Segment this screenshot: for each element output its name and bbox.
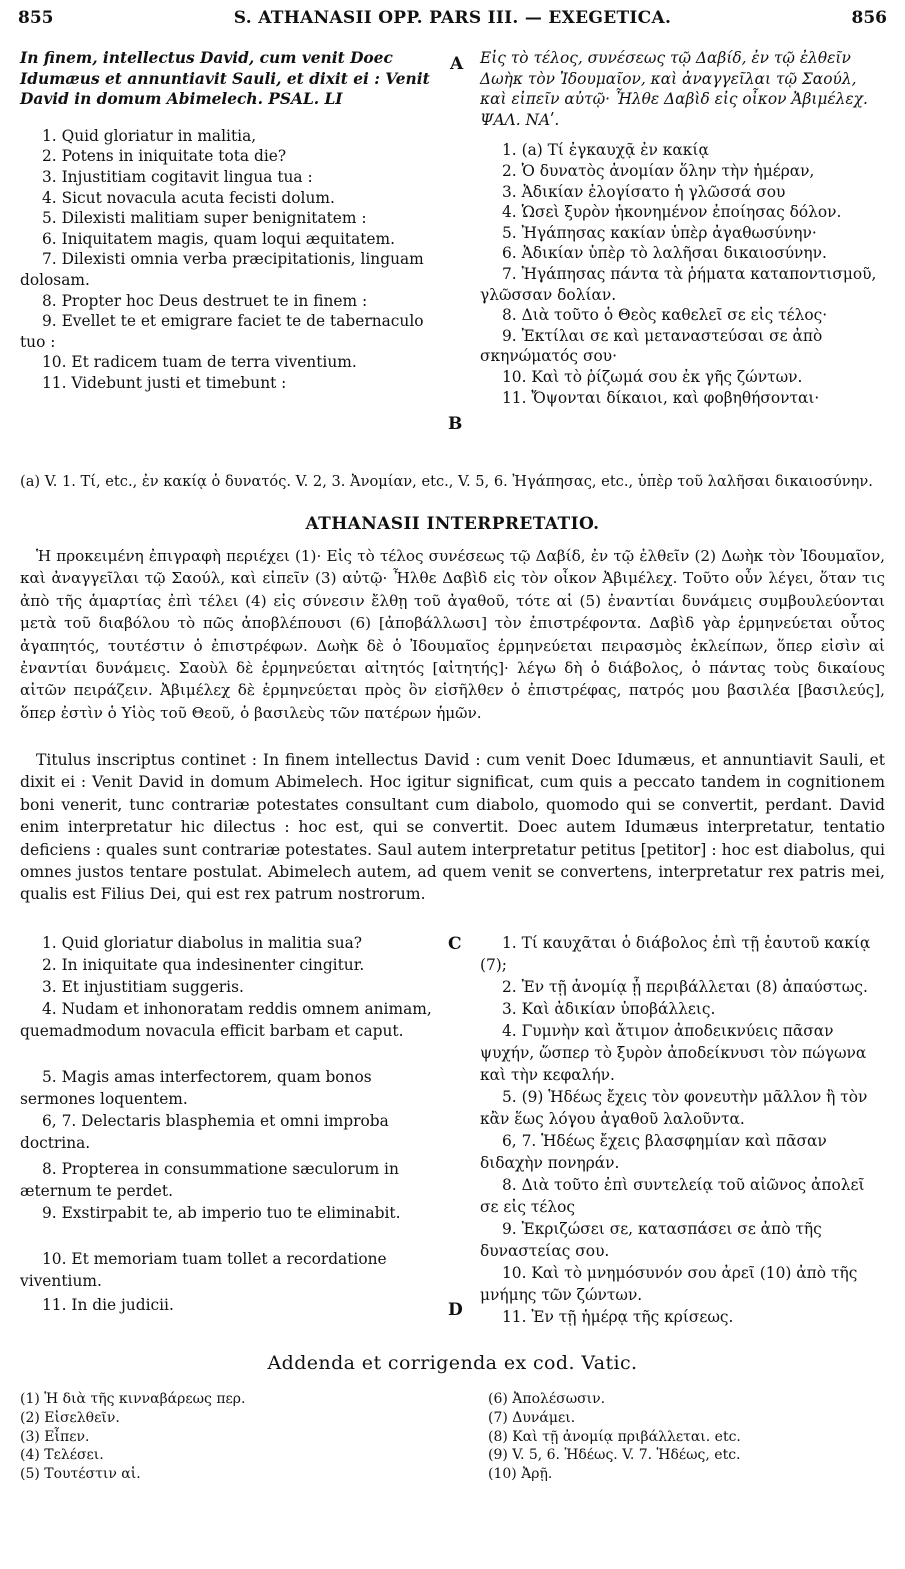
psalm-greek-verse: 6. Ἀδικίαν ὑπὲρ τὸ λαλῆσαι δικαιοσύνην. <box>502 244 827 263</box>
psalm-greek-verse: 1. (a) Τί ἐγκαυχᾷ ἐν κακίᾳ <box>502 141 709 160</box>
addenda-entry: (6) Ἀπολέσωσιν. <box>488 1391 606 1407</box>
commentary-greek-line: 6, 7. Ἡδέως ἔχεις βλασφημίαν καὶ πᾶσαν διδαχὴν πονηράν. <box>480 1132 827 1172</box>
commentary-latin-column <box>20 932 444 1316</box>
margin-letter-a: A <box>450 54 464 74</box>
margin-letter-b: B <box>448 414 463 434</box>
commentary-latin-line: 9. Exstirpabit te, ab imperio tuo te eliminabit. <box>42 1204 401 1222</box>
psalm-latin-verse: 4. Sicut novacula acuta fecisti dolum. <box>42 188 335 207</box>
psalm-greek-verse: 9. Ἐκτίλαι σε καὶ μεταναστεύσαι σε ἀπὸ σκηνώματός σου· <box>480 326 823 366</box>
commentary-greek-line: 3. Καὶ ἀδικίαν ὑποβάλλεις. <box>502 1000 716 1018</box>
psalm-greek-column <box>480 48 885 408</box>
commentary-greek-line: 9. Ἐκριζώσει σε, κατασπάσει σε ἀπὸ τῆς δυναστείας σου. <box>480 1220 822 1260</box>
psalm-latin-column <box>20 48 444 394</box>
commentary-latin-line: 4. Nudam et inhonoratam reddis omnem animam, quemadmodum novacula efficit barbam et caput. <box>20 1000 432 1040</box>
addenda-entry: (5) Τουτέστιν αἱ. <box>20 1466 141 1483</box>
page-number-left: 855 <box>18 8 54 28</box>
psalm-greek-verse: 4. Ὡσεὶ ξυρὸν ἠκονημένον ἐποίησας δόλον. <box>502 203 842 222</box>
commentary-greek-line: 5. (9) Ἡδέως ἔχεις τὸν φονευτὴν μᾶλλον ἢ τὸν κἂν ἕως λόγου ἀγαθοῦ λαλοῦντα. <box>480 1088 868 1128</box>
page-number-right: 856 <box>851 8 887 28</box>
psalm-latin-verse: 11. Videbunt justi et timebunt : <box>42 373 287 392</box>
psalm-latin-verse: 2. Potens in iniquitate tota die? <box>42 147 287 166</box>
addenda-heading: Addenda et corrigenda ex cod. Vatic. <box>267 1352 638 1374</box>
addenda-left-column <box>20 1390 440 1484</box>
commentary-greek-line: 8. Διὰ τοῦτο ἐπὶ συντελείᾳ τοῦ αἰῶνος ἀπολεῖ σε εἰς τέλος <box>480 1176 865 1216</box>
margin-letter-d: D <box>448 1300 463 1320</box>
psalm-latin-verse: 5. Dilexisti malitiam super benignitatem : <box>42 209 367 228</box>
psalm-greek-verse: 10. Καὶ τὸ ῥίζωμά σου ἐκ γῆς ζώντων. <box>502 367 803 386</box>
addenda-right-column <box>488 1390 888 1484</box>
addenda-entry: (7) Δυνάμει. <box>488 1409 576 1426</box>
running-header <box>18 8 887 36</box>
commentary-greek-line: 11. Ἐν τῇ ἡμέρᾳ τῆς κρίσεως. <box>502 1308 734 1326</box>
commentary-latin-line: 1. Quid gloriatur diabolus in malitia sua? <box>42 934 363 952</box>
addenda-entry: (1) Ἡ διὰ τῆς κινναβάρεως περ. <box>20 1391 246 1407</box>
interpretatio-heading: ATHANASII INTERPRETATIO. <box>305 514 600 534</box>
margin-letter-c: C <box>448 934 462 954</box>
commentary-latin-line: 2. In iniquitate qua indesinenter cingitur. <box>42 956 365 974</box>
addenda-entry: (2) Εἰσελθεῖν. <box>20 1409 120 1426</box>
psalm-latin-verses <box>20 126 444 394</box>
psalm-title-latin: In finem, intellectus David, cum venit Doec Idumæus et annuntiavit Sauli, et dixit ei : Venit David in domum Abimelech. PSAL. LI <box>20 49 430 109</box>
psalm-latin-verse: 3. Injustitiam cogitavit lingua tua : <box>42 167 313 186</box>
psalm-greek-verse: 5. Ἠγάπησας κακίαν ὑπὲρ ἀγαθωσύνην· <box>502 223 817 242</box>
psalm-greek-verses <box>480 140 885 408</box>
psalm-latin-verse: 1. Quid gloriatur in malitia, <box>42 126 257 145</box>
commentary-latin-line: 5. Magis amas interfectorem, quam bonos sermones loquentem. <box>20 1068 372 1108</box>
psalm-greek-verse: 7. Ἠγάπησας πάντα τὰ ῥήματα καταποντισμοῦ, γλῶσσαν δολίαν. <box>480 264 877 304</box>
addenda-entry: (8) Καὶ τῇ ἀνομίᾳ πριβάλλεται. etc. <box>488 1428 741 1445</box>
commentary-greek-line: 1. Τί καυχᾶται ὁ διάβολος ἐπὶ τῇ ἑαυτοῦ κακίᾳ (7); <box>480 934 871 974</box>
commentary-greek-line: 2. Ἐν τῇ ἀνομίᾳ ᾗ περιβάλλεται (8) ἀπαύστως. <box>502 978 868 996</box>
psalm-title-greek: Εἰς τὸ τέλος, συνέσεως τῷ Δαβίδ, ἐν τῷ ἐλθεῖν Δωὴκ τὸν Ἰδουμαῖον, καὶ ἀναγγεῖλαι τῷ Σαούλ, καὶ εἰπεῖν αὐτῷ· Ἦλθε Δαβὶδ εἰς οἶκον Ἀβιμέλεχ. ΨΑΛ. ΝΑʹ. <box>480 49 868 129</box>
commentary-greek-line: 10. Καὶ τὸ μνημόσυνόν σου ἀρεῖ (10) ἀπὸ τῆς μνήμης τῶν ζώντων. <box>480 1264 858 1304</box>
running-title: S. ATHANASII OPP. PARS III. — EXEGETICA. <box>233 8 672 28</box>
psalm-greek-verse: 2. Ὁ δυνατὸς ἀνομίαν ὅλην τὴν ἡμέραν, <box>502 161 815 180</box>
commentary-latin-line: 6, 7. Delectaris blasphemia et omni improba doctrina. <box>20 1112 389 1152</box>
footnote-a: (a) V. 1. Τί, etc., ἐν κακίᾳ ὁ δυνατός. V. 2, 3. Ἀνομίαν, etc., V. 5, 6. Ἠγάπησας, etc., ὑπὲρ τοῦ λαλῆσαι δικαιοσύνην. <box>20 473 873 490</box>
commentary-greek-column <box>480 932 885 1328</box>
psalm-greek-verse: 8. Διὰ τοῦτο ὁ Θεὸς καθελεῖ σε εἰς τέλος· <box>502 306 828 325</box>
addenda-entry: (10) Ἀρῇ. <box>488 1466 553 1483</box>
commentary-latin-line: 3. Et injustitiam suggeris. <box>42 978 244 996</box>
commentary-latin-line: 10. Et memoriam tuam tollet a recordatione viventium. <box>20 1250 387 1290</box>
commentary-latin-line: 8. Propterea in consummatione sæculorum in æternum te perdet. <box>20 1160 399 1200</box>
psalm-latin-verse: 10. Et radicem tuam de terra viventium. <box>42 353 357 372</box>
addenda-entry: (9) V. 5, 6. Ἡδέως. V. 7. Ἡδέως, etc. <box>488 1447 741 1464</box>
commentary-greek-line: 4. Γυμνὴν καὶ ἄτιμον ἀποδεικνύεις πᾶσαν ψυχήν, ὥσπερ τὸ ξυρὸν ἀποδείκνυσι τὸν πώγωνα καὶ τὴν κεφαλήν. <box>480 1022 867 1084</box>
interpretatio-latin-text: Titulus inscriptus continet : In finem intellectus David : cum venit Doec Idumæus, et annuntiavit Sauli, et dixit ei : Venit David in domum Abimelech. Hoc igitur significat, cum quis a peccato tandem in cognitionem boni venerit, tunc contrariæ potestates consultant cum diabolo, quomodo qui se convertit, perdant. David enim interpretatur hic dilectus : hoc est, qui se convertit. Doec autem Idumæus interpretatur, tentatio deficiens : quales sunt contrariæ potestates. Saul autem interpretatur petitus [petitor] : hoc est diabolus, qui omnes justos tentare postulat. Abimelech autem, ad quem venit se convertens, interpretatur rex patris mei, qualis est Filius Dei, qui est rex patrum nostrorum. <box>20 751 885 904</box>
psalm-latin-verse: 7. Dilexisti omnia verba præcipitationis, linguam dolosam. <box>20 250 424 289</box>
psalm-latin-verse: 8. Propter hoc Deus destruet te in finem : <box>42 291 368 310</box>
addenda-entry: (3) Εἶπεν. <box>20 1428 90 1445</box>
psalm-greek-verse: 11. Ὄψονται δίκαιοι, καὶ φοβηθήσονται· <box>502 388 820 407</box>
psalm-latin-verse: 6. Iniquitatem magis, quam loqui æquitatem. <box>42 229 396 248</box>
commentary-latin-line: 11. In die judicii. <box>42 1296 174 1314</box>
psalm-latin-verse: 9. Evellet te et emigrare faciet te de tabernaculo tuo : <box>20 312 424 351</box>
psalm-greek-verse: 3. Ἀδικίαν ἐλογίσατο ἡ γλῶσσά σου <box>502 182 786 201</box>
interpretatio-greek-text: Ἡ προκειμένη ἐπιγραφὴ περιέχει (1)· Εἰς τὸ τέλος συνέσεως τῷ Δαβίδ, ἐν τῷ ἐλθεῖν (2) Δωὴκ τὸν Ἰδουμαῖον, καὶ ἀναγγεῖλαι τῷ Σαούλ, καὶ εἰπεῖν (3) αὐτῷ· Ἦλθε Δαβὶδ εἰς τὸν οἶκον Ἀβιμέλεχ. Τοῦτο οὖν λέγει, ὅταν τις ἀπὸ τῆς ἁμαρτίας ἐπὶ τέλει (4) εἰς σύνεσιν ἔλθῃ τοῦ ἀγαθοῦ, τότε αἱ (5) ἐναντίαι δυνάμεις συμβουλεύονται μετὰ τοῦ διαβόλου τὸ πῶς ἀποβλέπουσι (6) [ἀποβάλλωσι] τὸν ἐπιστρέφοντα. Δαβὶδ γὰρ ἑρμηνεύεται οὗτος ἀγαπητός, τουτέστιν ὁ ἐπιστρέφων. Δωὴκ δὲ ὁ Ἰδουμαῖος ἑρμηνεύεται πειρασμὸς ἐκλείπων, ὅπερ εἰσὶν αἱ ἐναντίαι δυνάμεις. Σαοὺλ δὲ ἑρμηνεύεται αἰτητός [αἰτητής]· λέγω δὴ ὁ διάβολος, ὁ πάντας τοὺς δικαίους αἰτῶν πειράζειν. Ἀβιμέλεχ δὲ ἑρμηνεύεται πρὸς ὃν εἰσῆλθεν ὁ ἐπιστρέφας, πατρός μου βασιλέα [βασιλεύς], ὅπερ ἐστὶν ὁ Υἱὸς τοῦ Θεοῦ, ὁ βασιλεὺς τῶν πατέρων ἡμῶν. <box>20 547 885 722</box>
addenda-entry: (4) Τελέσει. <box>20 1447 104 1464</box>
